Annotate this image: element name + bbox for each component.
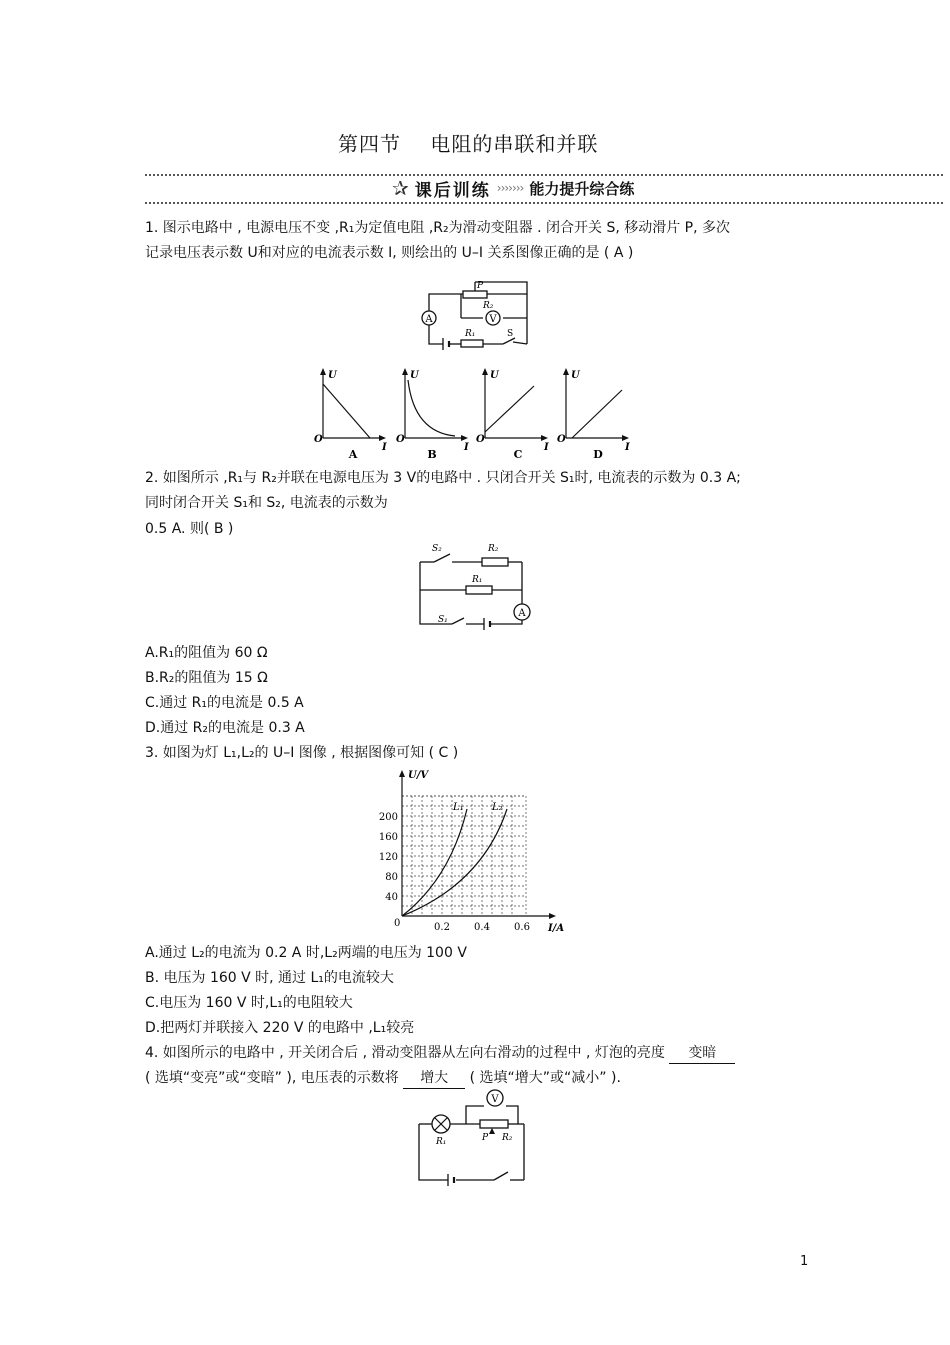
q2-r2-label: R₂ [488, 544, 499, 554]
banner-arrows: ››››››› [496, 181, 524, 195]
q4-line2-end: ( 选填“增大”或“减小” ). [465, 1070, 621, 1086]
q3-l1-label: L₁ [453, 802, 464, 813]
banner-subtitle: 能力提升综合练 [529, 179, 635, 198]
q2-line2: 同时闭合开关 S₁和 S₂, 电流表的示数为 [145, 495, 388, 511]
q2-option-c: C.通过 R₁的电流是 0.5 A [145, 695, 304, 711]
r2-resistor [463, 291, 487, 298]
q4-line1 [145, 1043, 735, 1064]
q1-ammeter-label: A [425, 314, 433, 325]
q3-x-label: I/A [548, 923, 565, 934]
graph-a-y-label: U [328, 370, 337, 381]
q3-l2-label: L₂ [492, 802, 503, 813]
q4-r2-resistor [480, 1120, 508, 1128]
q3-y-label: U/V [408, 770, 429, 781]
graph-c-origin: O [476, 434, 485, 445]
page-number: 1 [800, 1254, 809, 1269]
q1-p-label: P [477, 281, 484, 291]
q4-line2 [145, 1068, 621, 1089]
q3-ytick-120: 120 [378, 852, 398, 863]
graph-d-x-label: I [625, 442, 630, 453]
q4-r1-label: R₁ [436, 1137, 447, 1147]
graph-c-x-label: I [544, 442, 549, 453]
q4-p-label: P [482, 1133, 489, 1143]
q3-option-d: D.把两灯并联接入 220 V 的电路中 ,L₁较亮 [145, 1020, 415, 1036]
graph-a-x-label: I [382, 442, 387, 453]
graph-b-y-label: U [410, 370, 419, 381]
q3-ytick-40: 40 [385, 892, 398, 903]
graph-c-option: C [513, 448, 523, 461]
q3-xtick-0.4: 0.4 [474, 922, 490, 933]
graph-a-option: A [348, 448, 358, 461]
q2-ammeter-label: A [518, 608, 526, 619]
graph-c-y-label: U [490, 370, 499, 381]
q4-answer-voltage: 增大 [403, 1068, 465, 1089]
q2-s2-label: S₂ [432, 544, 442, 554]
graph-a-origin: O [314, 434, 323, 445]
q2-r1-label: R₁ [472, 575, 483, 585]
q1-r2-label: R₂ [483, 301, 494, 311]
star-icon: ✰ [392, 176, 409, 200]
page-title: 第四节 电阻的串联和并联 [338, 132, 599, 156]
q3-xtick-0.6: 0.6 [514, 922, 530, 933]
q1-option-graphs [310, 366, 640, 462]
q2-line1: 2. 如图所示 ,R₁与 R₂并联在电源电压为 3 V的电路中 . 只闭合开关 S₁时, 电流表的示数为 0.3 A; [145, 470, 741, 486]
q3-origin: 0 [394, 918, 401, 929]
graph-b-origin: O [396, 434, 405, 445]
q4-r2-label: R₂ [502, 1133, 513, 1143]
q3-ytick-200: 200 [378, 812, 398, 823]
q2-line3: 0.5 A. 则( B ) [145, 521, 234, 537]
graph-b-option: B [427, 448, 437, 461]
l2-curve [402, 809, 507, 916]
q3-line1: 3. 如图为灯 L₁,L₂的 U–I 图像 , 根据图像可知 ( C ) [145, 745, 459, 761]
q2-r2-resistor [482, 558, 508, 566]
banner-border-bottom [145, 202, 945, 204]
banner-tag: 课后训练 [414, 180, 491, 201]
graph-d-option: D [593, 448, 603, 461]
q1-s-label: S [507, 329, 514, 339]
q1-voltmeter-label: V [489, 314, 497, 325]
q2-s1-label: S₁ [438, 615, 448, 625]
q2-option-a: A.R₁的阻值为 60 Ω [145, 645, 268, 661]
q3-ytick-160: 160 [378, 832, 398, 843]
q2-option-b: B.R₂的阻值为 15 Ω [145, 670, 268, 686]
q4-voltmeter-label: V [491, 1094, 499, 1105]
q2-option-d: D.通过 R₂的电流是 0.3 A [145, 720, 305, 736]
q3-ui-graph [370, 764, 570, 938]
q3-xtick-0.2: 0.2 [434, 922, 450, 933]
q3-option-b: B. 电压为 160 V 时, 通过 L₁的电流较大 [145, 970, 394, 986]
q1-line2: 记录电压表示数 U和对应的电流表示数 I, 则绘出的 U–I 关系图像正确的是 ( A ) [145, 245, 634, 261]
q4-line1-text: 4. 如图所示的电路中 , 开关闭合后 , 滑动变阻器从左向右滑动的过程中 , 灯泡的亮度 [145, 1045, 670, 1061]
graph-d-y-label: U [571, 370, 580, 381]
q1-circuit-diagram [415, 278, 535, 352]
q4-circuit-diagram [414, 1088, 534, 1186]
section-banner [392, 176, 634, 200]
graph-d-origin: O [557, 434, 566, 445]
q1-r1-label: R₁ [465, 329, 476, 339]
q4-line2-text: ( 选填“变亮”或“变暗” ), 电压表的示数将 [145, 1070, 404, 1086]
r1-resistor [461, 340, 483, 347]
graph-b-x-label: I [464, 442, 469, 453]
q3-ytick-80: 80 [385, 872, 398, 883]
q3-option-a: A.通过 L₂的电流为 0.2 A 时,L₂两端的电压为 100 V [145, 945, 467, 961]
q2-r1-resistor [466, 586, 492, 594]
q2-circuit-diagram [412, 538, 537, 638]
q1-line1: 1. 图示电路中 , 电源电压不变 ,R₁为定值电阻 ,R₂为滑动变阻器 . 闭合开关 S, 移动滑片 P, 多次 [145, 220, 731, 236]
q3-option-c: C.电压为 160 V 时,L₁的电阻较大 [145, 995, 353, 1011]
q4-answer-brightness: 变暗 [669, 1043, 735, 1064]
